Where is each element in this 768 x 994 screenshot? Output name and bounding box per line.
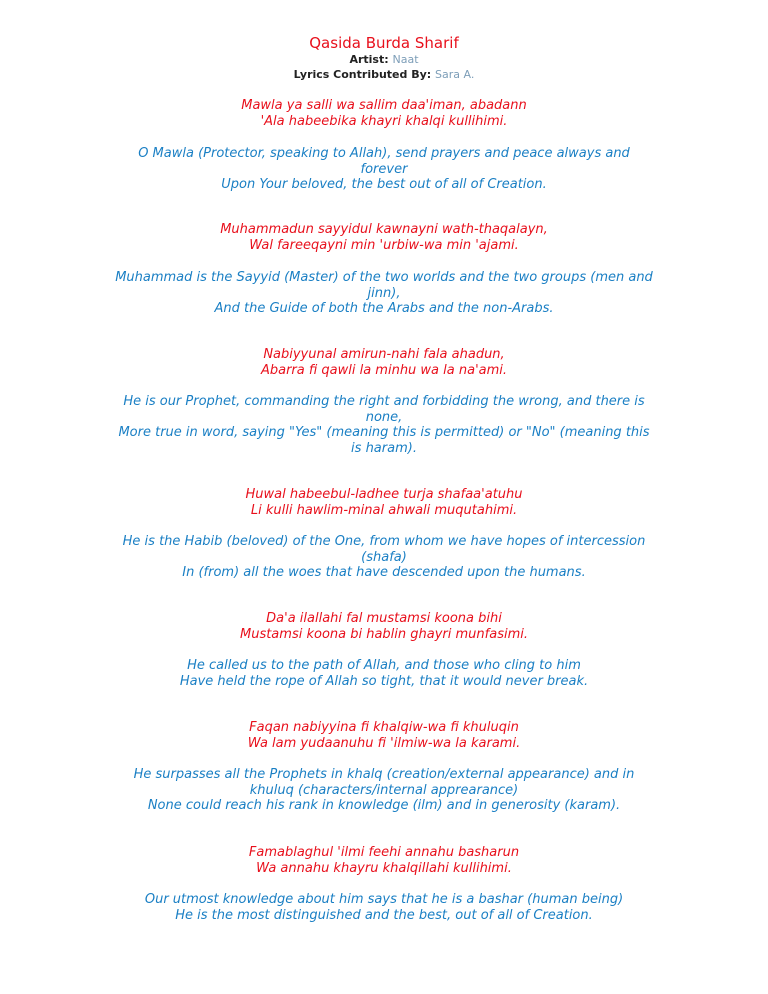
stanza-2-arabic xyxy=(84,222,684,253)
english-line: Muhammad is the Sayyid (Master) of the two worlds and the two groups (men and xyxy=(115,270,653,285)
english-line: Have held the rope of Allah so tight, that it would never break. xyxy=(179,673,589,689)
page-header xyxy=(0,34,768,82)
english-line: Upon Your beloved, the best out of all of Creation. xyxy=(221,177,547,192)
contributor-line xyxy=(0,67,768,82)
english-line: He is our Prophet, commanding the right and forbidding the wrong, and there is xyxy=(123,394,645,409)
stanza-3-arabic xyxy=(84,347,684,378)
stanza-2-english xyxy=(84,270,684,317)
artist-label: Artist: xyxy=(349,53,389,66)
english-line: jinn), xyxy=(367,285,401,301)
artist-link[interactable]: Naat xyxy=(392,53,419,66)
english-line: khuluq (characters/internal apprearance) xyxy=(249,782,519,798)
stanza-4-arabic xyxy=(84,487,684,518)
stanza-7-arabic xyxy=(84,845,684,876)
arabic-line: Wa annahu khayru khalqillahi kullihimi. xyxy=(256,860,512,876)
english-line: is haram). xyxy=(351,440,417,456)
english-line: More true in word, saying "Yes" (meaning this is permitted) or "No" (meaning this xyxy=(118,425,650,440)
stanza-1-english xyxy=(84,146,684,193)
english-line: O Mawla (Protector, speaking to Allah), send prayers and peace always and xyxy=(138,146,630,161)
english-line: none, xyxy=(365,409,403,425)
arabic-line: Abarra fi qawli la minhu wa la na'ami. xyxy=(260,362,508,378)
english-line: In (from) all the woes that have descended upon the humans. xyxy=(182,565,586,580)
page-title: Qasida Burda Sharif xyxy=(309,34,459,52)
stanza-6-english xyxy=(84,767,684,814)
english-line: He surpasses all the Prophets in khalq (creation/external appearance) and in xyxy=(133,767,635,782)
arabic-line: Muhammadun sayyidul kawnayni wath-thaqalayn, xyxy=(220,222,548,237)
arabic-line: Mustamsi koona bi hablin ghayri munfasimi. xyxy=(239,626,528,642)
arabic-line: Da'a ilallahi fal mustamsi koona bihi xyxy=(266,611,502,626)
arabic-line: Huwal habeebul-ladhee turja shafaa'atuhu xyxy=(245,487,523,502)
english-line: None could reach his rank in knowledge (ilm) and in generosity (karam). xyxy=(147,798,621,813)
stanza-3-english xyxy=(84,394,684,456)
stanza-7-english xyxy=(84,892,684,923)
english-line: And the Guide of both the Arabs and the non-Arabs. xyxy=(214,301,554,316)
english-line: He called us to the path of Allah, and those who cling to him xyxy=(187,658,581,673)
stanza-4-english xyxy=(84,534,684,581)
arabic-line: 'Ala habeebika khayri khalqi kullihimi. xyxy=(260,113,508,129)
artist-line xyxy=(0,52,768,67)
arabic-line: Wal fareeqayni min 'urbiw-wa min 'ajami. xyxy=(249,237,519,253)
contributor-label: Lyrics Contributed By: xyxy=(293,68,432,81)
arabic-line: Famablaghul 'ilmi feehi annahu basharun xyxy=(248,845,520,860)
english-line: He is the most distinguished and the best, out of all of Creation. xyxy=(175,907,593,923)
stanza-6-arabic xyxy=(84,720,684,751)
arabic-line: Faqan nabiyyina fi khalqiw-wa fi khuluqin xyxy=(249,720,519,735)
stanza-1-arabic xyxy=(84,98,684,129)
arabic-line: Nabiyyunal amirun-nahi fala ahadun, xyxy=(263,347,505,362)
stanza-5-arabic xyxy=(84,611,684,642)
arabic-line: Li kulli hawlim-minal ahwali muqutahimi. xyxy=(250,502,518,518)
arabic-line: Mawla ya salli wa sallim daa'iman, abadann xyxy=(241,98,527,113)
stanza-5-english xyxy=(84,658,684,689)
english-line: Our utmost knowledge about him says that he is a bashar (human being) xyxy=(144,892,624,907)
english-line: forever xyxy=(360,161,408,177)
english-line: He is the Habib (beloved) of the One, from whom we have hopes of intercession xyxy=(122,534,646,549)
arabic-line: Wa lam yudaanuhu fi 'ilmiw-wa la karami. xyxy=(247,735,521,751)
contributor-link[interactable]: Sara A. xyxy=(435,68,475,81)
english-line: (shafa) xyxy=(361,549,407,565)
